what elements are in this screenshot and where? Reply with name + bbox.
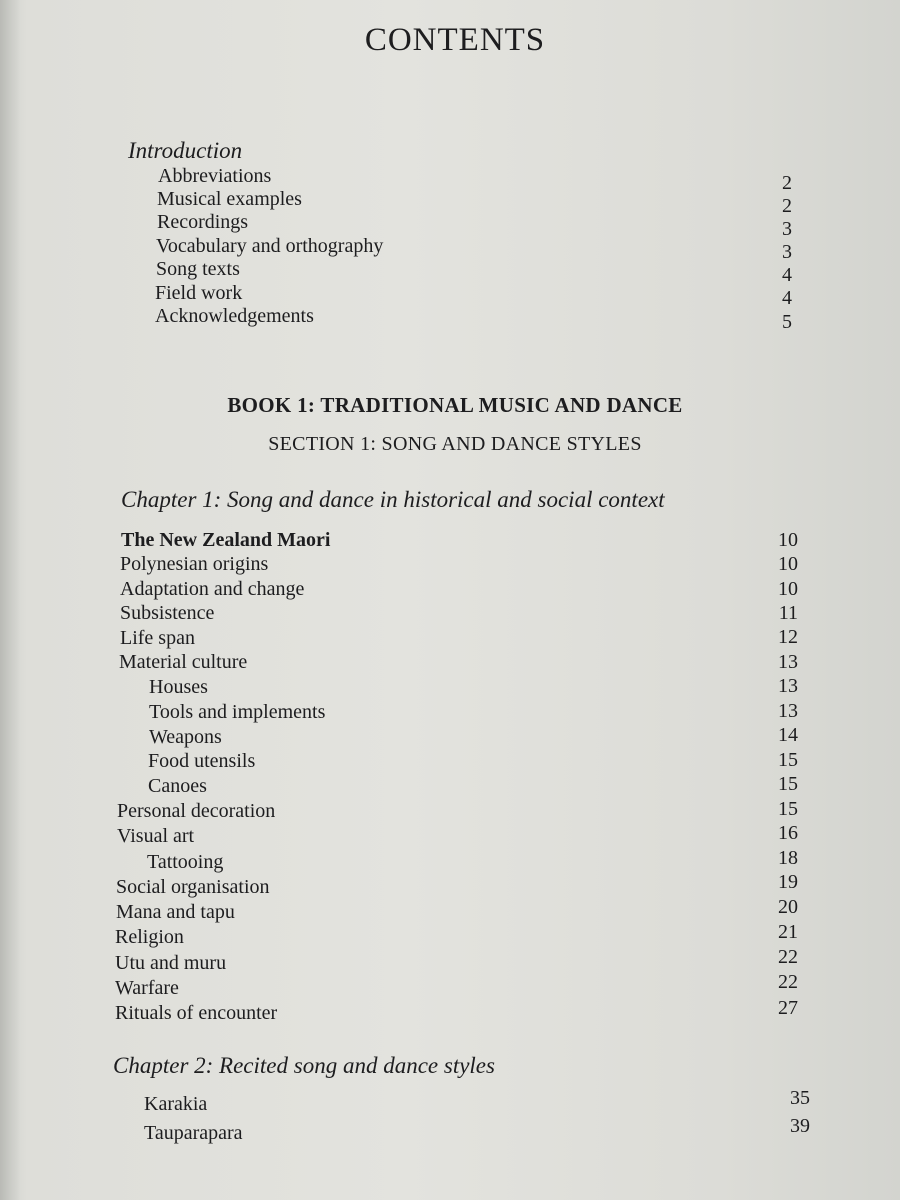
toc-entry-tattooing: Tattooing	[147, 851, 224, 873]
toc-entry-houses: Houses	[149, 676, 208, 698]
toc-page-adaptation-change: 10	[778, 578, 798, 600]
toc-page-subsistence: 11	[778, 602, 798, 624]
toc-page-weapons: 14	[778, 724, 798, 746]
chapter-1-heading: Chapter 1: Song and dance in historical and social context	[121, 487, 665, 512]
toc-page-musical-examples: 2	[782, 195, 792, 217]
section-heading: SECTION 1: SONG AND DANCE STYLES	[268, 433, 642, 455]
toc-entry-subsistence: Subsistence	[120, 602, 215, 624]
toc-entry-polynesian-origins: Polynesian origins	[120, 553, 269, 575]
toc-page-houses: 13	[778, 675, 798, 697]
toc-entry-karakia: Karakia	[144, 1093, 208, 1115]
toc-page-recordings: 3	[782, 218, 792, 240]
toc-page-mana-tapu: 20	[778, 896, 798, 918]
toc-page-new-zealand-maori: 10	[778, 529, 798, 551]
toc-page-acknowledgements: 5	[782, 311, 792, 333]
toc-page-abbreviations: 2	[782, 172, 792, 194]
toc-page-religion: 21	[778, 921, 798, 943]
toc-entry-vocabulary: Vocabulary and orthography	[156, 235, 384, 257]
toc-entry-new-zealand-maori: The New Zealand Maori	[121, 529, 331, 551]
toc-entry-tools-implements: Tools and implements	[149, 701, 326, 723]
toc-page-food-utensils: 15	[778, 749, 798, 771]
toc-entry-acknowledgements: Acknowledgements	[155, 305, 314, 327]
toc-entry-food-utensils: Food utensils	[148, 750, 256, 772]
toc-entry-personal-decoration: Personal decoration	[117, 800, 276, 822]
toc-entry-material-culture: Material culture	[119, 651, 248, 673]
toc-page-social-organisation: 19	[778, 871, 798, 893]
toc-entry-mana-tapu: Mana and tapu	[116, 901, 235, 923]
toc-entry-warfare: Warfare	[115, 977, 179, 999]
toc-entry-social-organisation: Social organisation	[116, 876, 270, 898]
toc-page-utu-muru: 22	[778, 946, 798, 968]
toc-entry-utu-muru: Utu and muru	[115, 952, 227, 974]
toc-page-vocabulary: 3	[782, 241, 792, 263]
toc-page-tattooing: 18	[778, 847, 798, 869]
toc-page-personal-decoration: 15	[778, 798, 798, 820]
toc-page-life-span: 12	[778, 626, 798, 648]
toc-entry-rituals-encounter: Rituals of encounter	[115, 1002, 278, 1024]
toc-entry-field-work: Field work	[155, 282, 243, 304]
page-title: CONTENTS	[364, 22, 546, 58]
toc-entry-life-span: Life span	[120, 627, 195, 649]
introduction-heading: Introduction	[128, 138, 243, 163]
book-heading: BOOK 1: TRADITIONAL MUSIC AND DANCE	[227, 393, 683, 417]
toc-entry-musical-examples: Musical examples	[157, 188, 302, 210]
toc-page-warfare: 22	[778, 971, 798, 993]
toc-entry-canoes: Canoes	[148, 775, 207, 797]
toc-page-canoes: 15	[778, 773, 798, 795]
toc-page-tools-implements: 13	[778, 700, 798, 722]
chapter-2-heading: Chapter 2: Recited song and dance styles	[113, 1053, 495, 1078]
toc-page-tauparapara: 39	[790, 1115, 810, 1137]
toc-entry-religion: Religion	[115, 926, 184, 948]
toc-entry-abbreviations: Abbreviations	[158, 165, 272, 187]
toc-entry-tauparapara: Tauparapara	[144, 1122, 243, 1144]
toc-entry-song-texts: Song texts	[156, 258, 240, 280]
toc-page-field-work: 4	[782, 287, 792, 309]
toc-entry-adaptation-change: Adaptation and change	[120, 578, 305, 600]
page-gutter-shadow	[0, 0, 20, 1200]
toc-page-rituals-encounter: 27	[778, 997, 798, 1019]
toc-entry-weapons: Weapons	[149, 726, 222, 748]
toc-page-polynesian-origins: 10	[778, 553, 798, 575]
toc-entry-visual-art: Visual art	[117, 825, 195, 847]
toc-page-material-culture: 13	[778, 651, 798, 673]
toc-page-karakia: 35	[790, 1087, 810, 1109]
toc-entry-recordings: Recordings	[157, 211, 249, 233]
toc-page-visual-art: 16	[778, 822, 798, 844]
toc-page-song-texts: 4	[782, 264, 792, 286]
